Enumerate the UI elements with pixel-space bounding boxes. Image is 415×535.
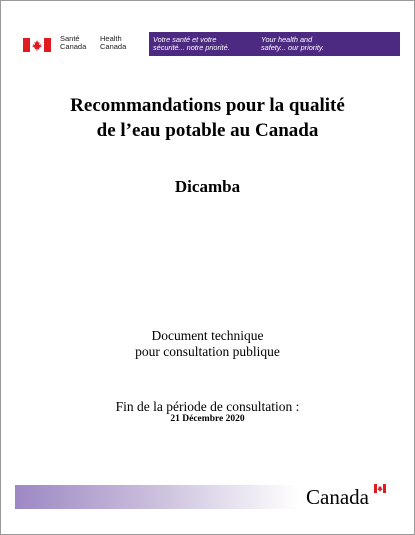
- department-name-fr: Santé Canada: [60, 34, 87, 51]
- wordmark-text: Canada: [306, 485, 369, 509]
- canada-flag-icon: [23, 38, 51, 52]
- tagline-fr: Votre santé et votre sécurité... notre priorité.: [153, 35, 230, 52]
- consultation-label: Fin de la période de consultation :: [115, 399, 300, 414]
- document-subject: Dicamba: [174, 177, 241, 196]
- tagline-bar: [149, 32, 400, 56]
- department-signature: [15, 32, 149, 56]
- department-name-en: Health Canada: [100, 34, 127, 51]
- document-title: Recommandations pour la qualité de l’eau potable au Canada: [70, 95, 345, 141]
- document-type: Document technique pour consultation publique: [135, 328, 280, 359]
- wordmark-flag-icon: [374, 484, 386, 493]
- consultation-date: 21 Décembre 2020: [170, 414, 245, 424]
- footer-gradient-bar: [15, 485, 300, 509]
- government-header-banner: [15, 32, 400, 56]
- tagline-en: Your health and safety... our priority.: [261, 35, 324, 52]
- canada-wordmark: [306, 483, 396, 511]
